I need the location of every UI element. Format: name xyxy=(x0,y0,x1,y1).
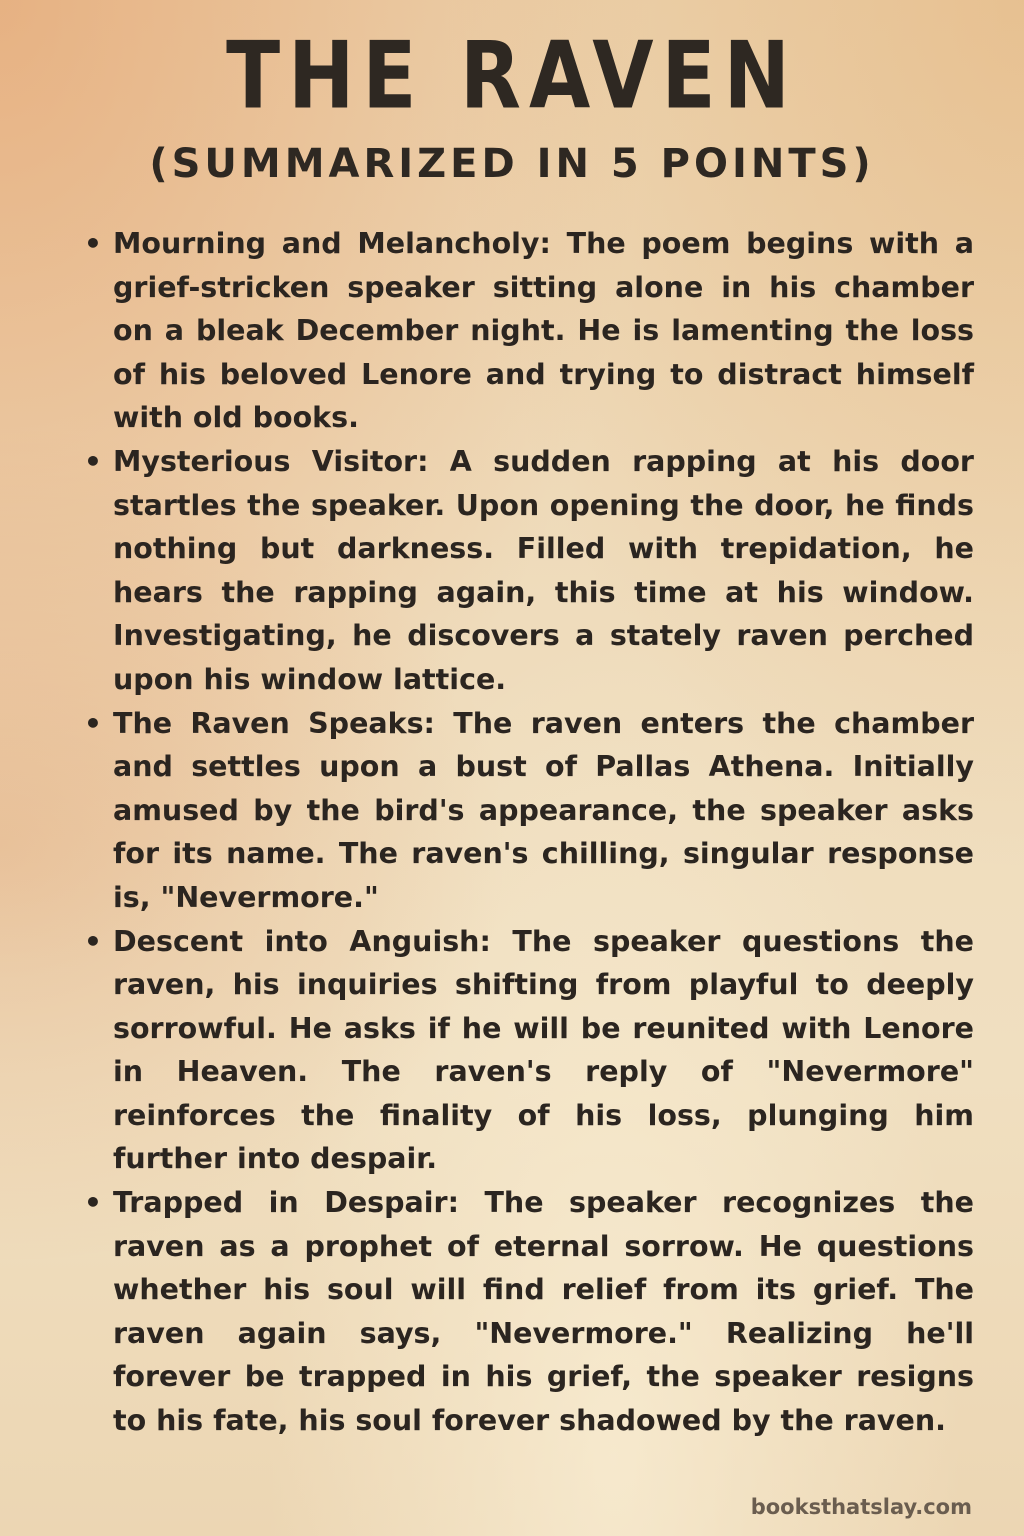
source-watermark: booksthatslay.com xyxy=(750,1495,972,1519)
summary-point-text: The Raven Speaks: The raven enters the chamber and settles upon a bust of Pallas Athena. Initially amused by the bird's appearance, the speaker asks for its name. The raven's chilling, singular response is, "Nevermore." xyxy=(113,706,974,914)
summary-point xyxy=(80,702,974,920)
bullet-icon: • xyxy=(84,924,102,958)
summary-point xyxy=(80,920,974,1182)
summary-point xyxy=(80,440,974,702)
bullet-icon: • xyxy=(84,706,102,740)
summary-point-text: Descent into Anguish: The speaker questions the raven, his inquiries shifting from playful to deeply sorrowful. He asks if he will be reunited with Lenore in Heaven. The raven's reply of "Nevermore" reinforces the finality of his loss, plunging him further into despair. xyxy=(113,924,974,1176)
bullet-icon: • xyxy=(84,1186,102,1220)
summary-point-text: Trapped in Despair: The speaker recognizes the raven as a prophet of eternal sorrow. He questions whether his soul will find relief from its grief. The raven again says, "Nevermore." Realizing he'll forever be trapped in his grief, the speaker resigns to his fate, his soul forever shadowed by the raven. xyxy=(113,1186,974,1438)
summary-point-text: Mysterious Visitor: A sudden rapping at his door startles the speaker. Upon opening the door, he finds nothing but darkness. Filled with trepidation, he hears the rapping again, this time at his window. Investigating, he discovers a stately raven perched upon his window lattice. xyxy=(113,444,974,696)
page-title: THE RAVEN xyxy=(226,21,798,130)
bullet-icon: • xyxy=(84,444,102,478)
summary-point xyxy=(80,1181,974,1443)
summary-points-list xyxy=(80,222,974,1443)
bullet-icon: • xyxy=(84,227,102,260)
summary-point-text: Mourning and Melancholy: The poem begins with a grief-stricken speaker sitting alone in his chamber on a bleak December night. He is lamenting the loss of his beloved Lenore and trying to distract himself with old books. xyxy=(113,227,974,435)
page-subtitle: (SUMMARIZED IN 5 POINTS) xyxy=(149,141,875,187)
summary-point xyxy=(80,222,974,440)
